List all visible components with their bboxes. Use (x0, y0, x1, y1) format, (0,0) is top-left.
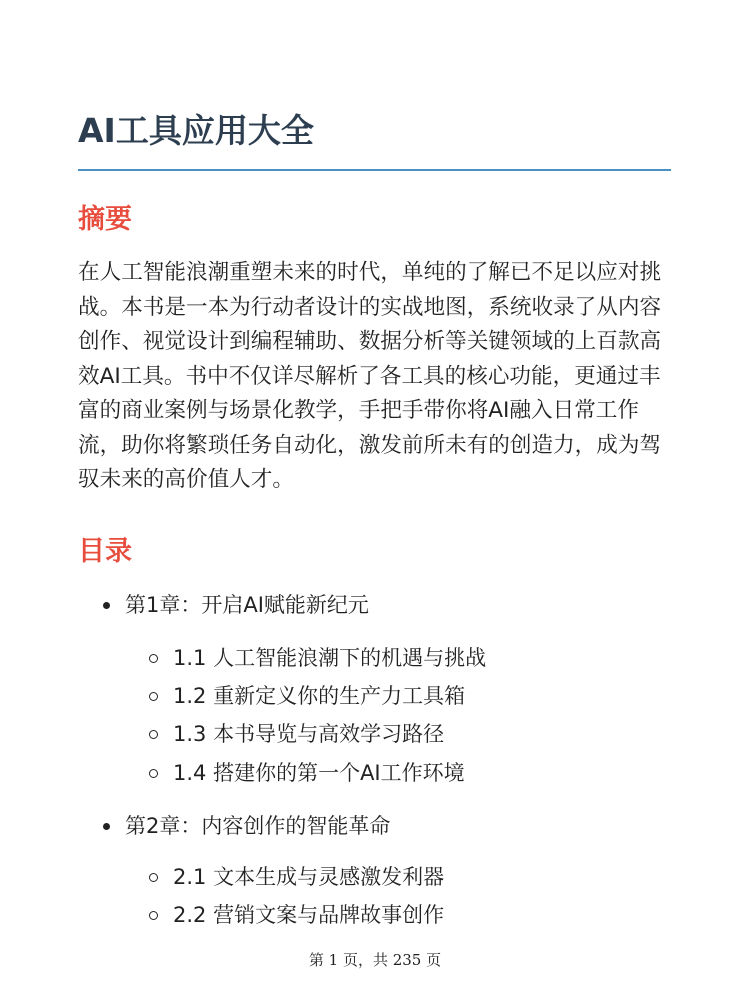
toc-section-2-2[interactable] (149, 900, 444, 930)
bullet-circle-icon (149, 769, 158, 778)
bullet-disc-icon (103, 602, 110, 609)
toc-chapter-title: 第2章：内容创作的智能革命 (125, 814, 391, 838)
bullet-disc-icon (103, 823, 110, 830)
bullet-circle-icon (149, 730, 158, 739)
title-divider (78, 169, 671, 171)
toc-section-title: 1.1 人工智能浪潮下的机遇与挑战 (173, 646, 487, 670)
toc-section-title: 1.2 重新定义你的生产力工具箱 (173, 684, 466, 708)
toc-chapter-title: 第1章：开启AI赋能新纪元 (125, 593, 369, 617)
toc-section-1-3[interactable] (149, 719, 444, 749)
page-number: 第 1 页，共 235 页 (308, 951, 442, 969)
abstract-heading: 摘要 (78, 204, 132, 235)
toc-section-title: 1.4 搭建你的第一个AI工作环境 (173, 761, 465, 785)
bullet-circle-icon (149, 692, 158, 701)
toc-chapter-1[interactable] (103, 590, 369, 620)
toc-section-1-4[interactable] (149, 758, 465, 788)
document-title: AI工具应用大全 (78, 111, 314, 150)
toc-chapter-2[interactable] (103, 811, 390, 841)
toc-section-title: 1.3 本书导览与高效学习路径 (173, 722, 445, 746)
toc-heading: 目录 (78, 536, 132, 567)
toc-section-2-1[interactable] (149, 862, 444, 892)
toc-section-1-1[interactable] (149, 643, 486, 673)
toc-section-title: 2.1 文本生成与灵感激发利器 (173, 865, 445, 889)
abstract-paragraph: 在人工智能浪潮重塑未来的时代，单纯的了解已不足以应对挑战。本书是一本为行动者设计的实战地图，系统收录了从内容创作、视觉设计到编程辅助、数据分析等关键领域的上百款高效AI工具。书中不仅详尽解析了各工具的核心功能，更通过丰富的商业案例与场景化教学，手把手带你将AI融入日常工作流，助你将繁琐任务自动化，激发前所未有的创造力，成为驾驭未来的高价值人才。 (78, 260, 662, 492)
toc-section-1-2[interactable] (149, 681, 465, 711)
bullet-circle-icon (149, 873, 158, 882)
toc-section-title: 2.2 营销文案与品牌故事创作 (173, 903, 445, 927)
bullet-circle-icon (149, 654, 158, 663)
bullet-circle-icon (149, 911, 158, 920)
